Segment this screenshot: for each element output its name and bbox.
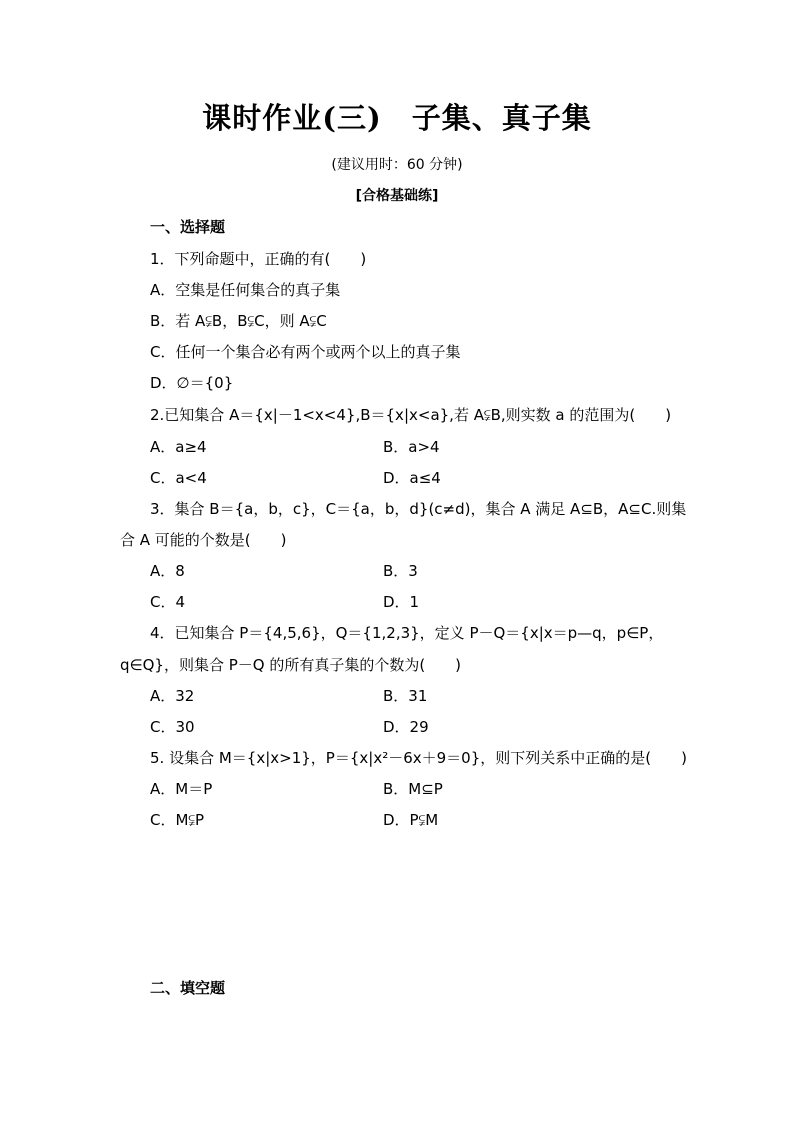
- time-hint: (建议用时：60 分钟): [331, 157, 463, 173]
- question-2-option-d: D．a≤4: [383, 469, 441, 487]
- question-5-option-d: D．P⫋M: [383, 811, 439, 829]
- question-1-option-c: C．任何一个集合必有两个或两个以上的真子集: [150, 343, 461, 361]
- question-1-option-b: B．若 A⫋B，B⫋C，则 A⫋C: [150, 312, 327, 330]
- question-2-stem: 2.已知集合 A＝{x|－1<x<4},B＝{x|x<a},若 A⫋B,则实数 a 的范围为( ): [150, 406, 672, 424]
- question-1-option-d: D．∅＝{0}: [150, 374, 234, 392]
- section-heading-choice: 一、选择题: [150, 218, 226, 236]
- question-3-option-a: A．8: [150, 562, 185, 580]
- question-1-option-a: A．空集是任何集合的真子集: [150, 281, 341, 299]
- question-4-option-b: B．31: [383, 687, 428, 705]
- question-1-stem: 1．下列命题中，正确的有( ): [150, 250, 367, 268]
- question-3-option-c: C．4: [150, 593, 186, 611]
- question-3-stem-line-1: 3．集合 B＝{a，b，c}，C＝{a，b，d}(c≠d)，集合 A 满足 A⊆B，A⊆C.则集: [150, 500, 687, 518]
- question-5-option-c: C．M⫋P: [150, 811, 205, 829]
- question-3-option-b: B．3: [383, 562, 418, 580]
- question-5-option-a: A．M＝P: [150, 780, 213, 798]
- question-2-option-c: C．a<4: [150, 469, 207, 487]
- question-3-option-d: D．1: [383, 593, 420, 611]
- page-title: 课时作业(三) 子集、真子集: [202, 101, 592, 135]
- question-5-stem: 5. 设集合 M＝{x|x>1}，P＝{x|x²－6x＋9＝0}，则下列关系中正确的是( ): [150, 749, 687, 767]
- question-4-option-c: C．30: [150, 718, 195, 736]
- question-4-stem-line-2: q∈Q}，则集合 P－Q 的所有真子集的个数为( ): [120, 656, 462, 674]
- question-5-option-b: B．M⊆P: [383, 780, 443, 798]
- question-3-stem-line-2: 合 A 可能的个数是( ): [120, 531, 287, 549]
- question-2-option-b: B．a>4: [383, 438, 440, 456]
- question-4-option-a: A．32: [150, 687, 195, 705]
- section-heading-fill: 二、填空题: [150, 979, 226, 997]
- question-2-option-a: A．a≥4: [150, 438, 207, 456]
- level-label: [合格基础练]: [355, 188, 439, 204]
- question-4-stem-line-1: 4．已知集合 P＝{4,5,6}，Q＝{1,2,3}，定义 P－Q＝{x|x＝p—q，p∈P，: [150, 624, 664, 642]
- question-4-option-d: D．29: [383, 718, 429, 736]
